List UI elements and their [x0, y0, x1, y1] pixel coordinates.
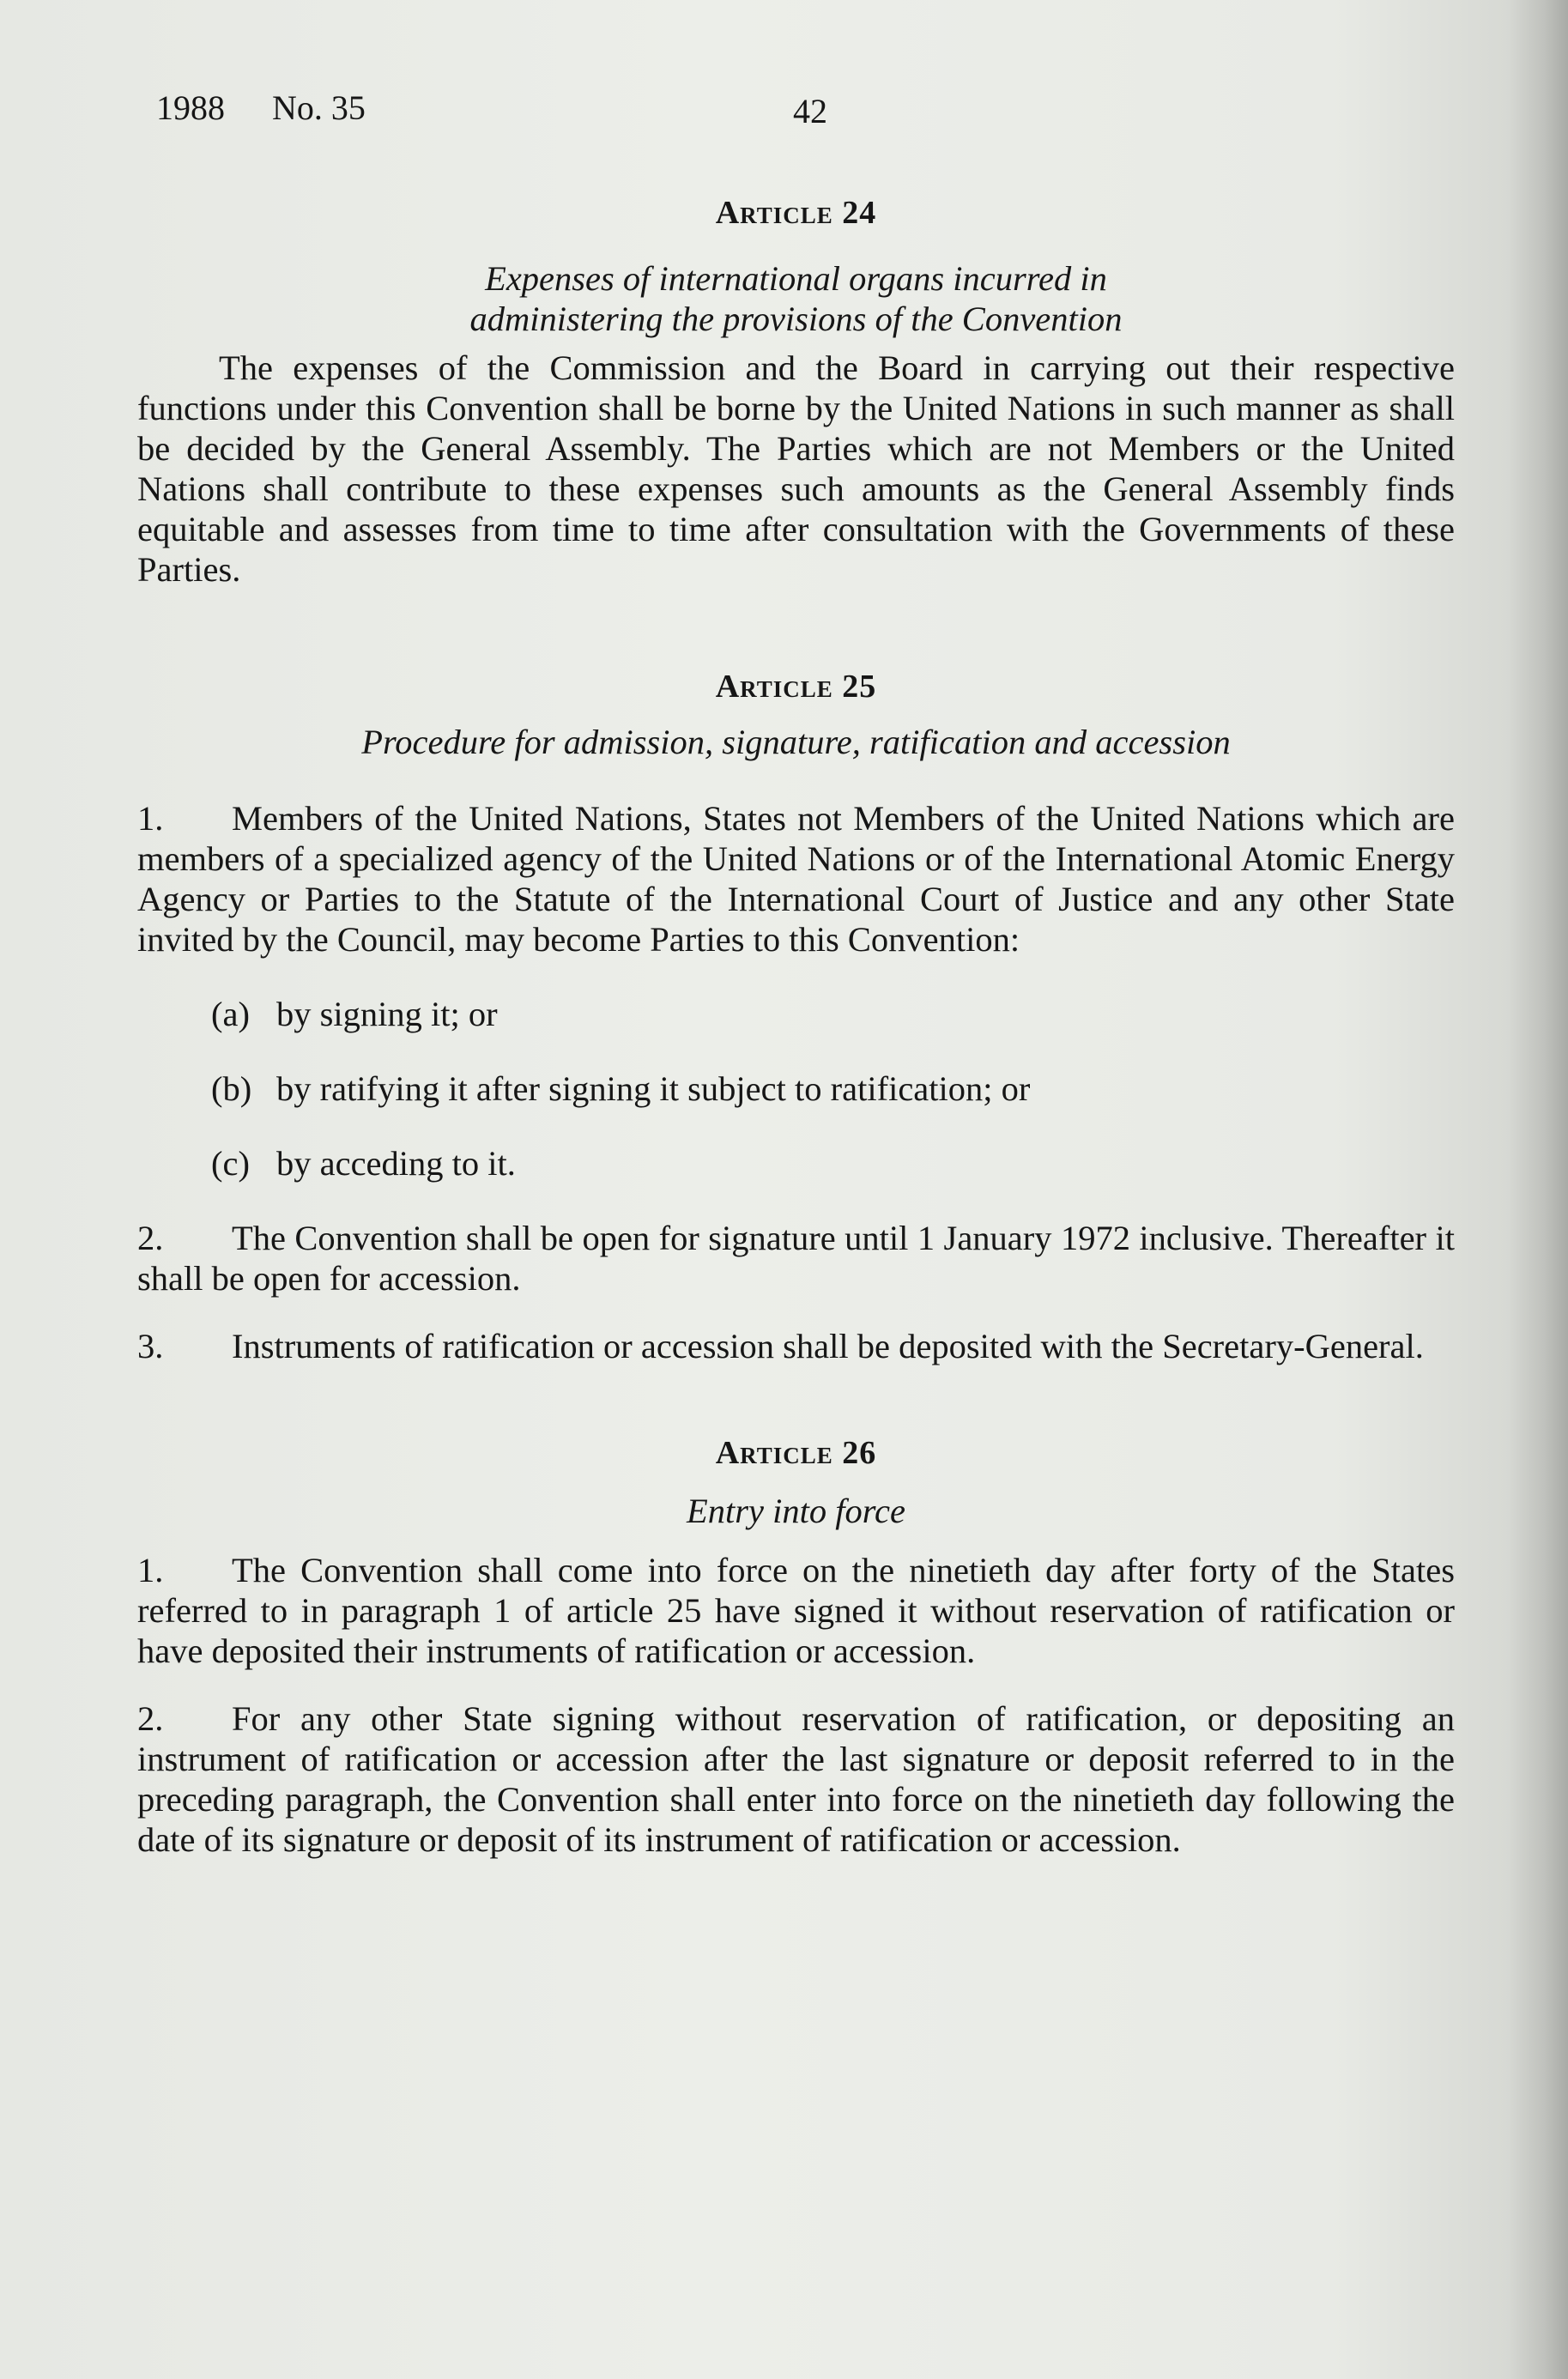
list-item-label: (a) — [211, 995, 250, 1033]
list-item-label: (c) — [211, 1144, 250, 1183]
article-26-paragraph-1 — [137, 1550, 1455, 1671]
article-25-paragraph-1 — [137, 798, 1455, 959]
paragraph-number: 2. — [137, 1699, 164, 1738]
paragraph-text: The Convention shall be open for signature until 1 January 1972 inclusive. Thereafter it shall be open for accession. — [137, 1219, 1455, 1298]
document-body — [137, 193, 1455, 1860]
article-24 — [137, 193, 1455, 590]
header-number: No. 35 — [272, 88, 366, 127]
article-26-paragraph-2 — [137, 1698, 1455, 1860]
paragraph-number: 1. — [137, 799, 164, 838]
list-item-text: by signing it; or — [276, 995, 498, 1033]
article-24-title: Article 24 — [715, 195, 877, 231]
article-25-subtitle: Procedure for admission, signature, ratification and accession — [361, 723, 1231, 761]
list-item-a — [211, 994, 1455, 1034]
paragraph-text: Instruments of ratification or accession shall be deposited with the Secretary-General. — [232, 1327, 1424, 1365]
article-24-subtitle-line2: administering the provisions of the Convention — [469, 300, 1123, 338]
list-item-text: by acceding to it. — [276, 1144, 516, 1183]
page-number: 42 — [793, 92, 827, 130]
article-24-subtitle-line1: Expenses of international organs incurred in — [485, 259, 1107, 298]
article-25-title: Article 25 — [715, 669, 877, 705]
spine-shadow — [1508, 0, 1568, 2379]
list-item-b — [211, 1068, 1455, 1109]
article-24-text: The expenses of the Commission and the Board in carrying out their respective functions under this Convention shall be borne by the United Nations in such manner as shall be decided by the General Assembly. The Parties which are not Members or the United Nations shall contribute to these expenses such amounts as the General Assembly finds equitable and assesses from time to time after consultation with the Governments of these Parties. — [137, 348, 1455, 589]
article-26-subtitle: Entry into force — [687, 1492, 905, 1530]
paragraph-number: 3. — [137, 1327, 164, 1365]
list-item-text: by ratifying it after signing it subject to ratification; or — [276, 1069, 1031, 1108]
article-25 — [137, 667, 1455, 1366]
article-26-title: Article 26 — [715, 1435, 877, 1471]
paragraph-text: Members of the United Nations, States not Members of the United Nations which are members of a specialized agency of the United Nations or of the International Atomic Energy Agency or Parties to the Statute of the International Court of Justice and any other State invited by the Council, may become Parties to this Convention: — [137, 799, 1455, 959]
article-26 — [137, 1433, 1455, 1860]
paragraph-number: 2. — [137, 1219, 164, 1257]
list-item-c — [211, 1143, 1455, 1183]
page-header — [156, 88, 1444, 139]
article-25-paragraph-3 — [137, 1326, 1455, 1366]
article-25-paragraph-2 — [137, 1218, 1455, 1298]
paragraph-text: For any other State signing without reservation of ratification, or depositing an instrument of ratification or accession after the last signature or deposit referred to in the preceding paragraph, the Convention shall enter into force on the ninetieth day following the date of its signature or deposit of its instrument of ratification or accession. — [137, 1699, 1455, 1859]
header-year: 1988 — [156, 88, 225, 127]
list-item-label: (b) — [211, 1069, 252, 1108]
paragraph-number: 1. — [137, 1551, 164, 1589]
paragraph-text: The Convention shall come into force on the ninetieth day after forty of the States referred to in paragraph 1 of article 25 have signed it without reservation of ratification or have deposited their instruments of ratification or accession. — [137, 1551, 1455, 1670]
